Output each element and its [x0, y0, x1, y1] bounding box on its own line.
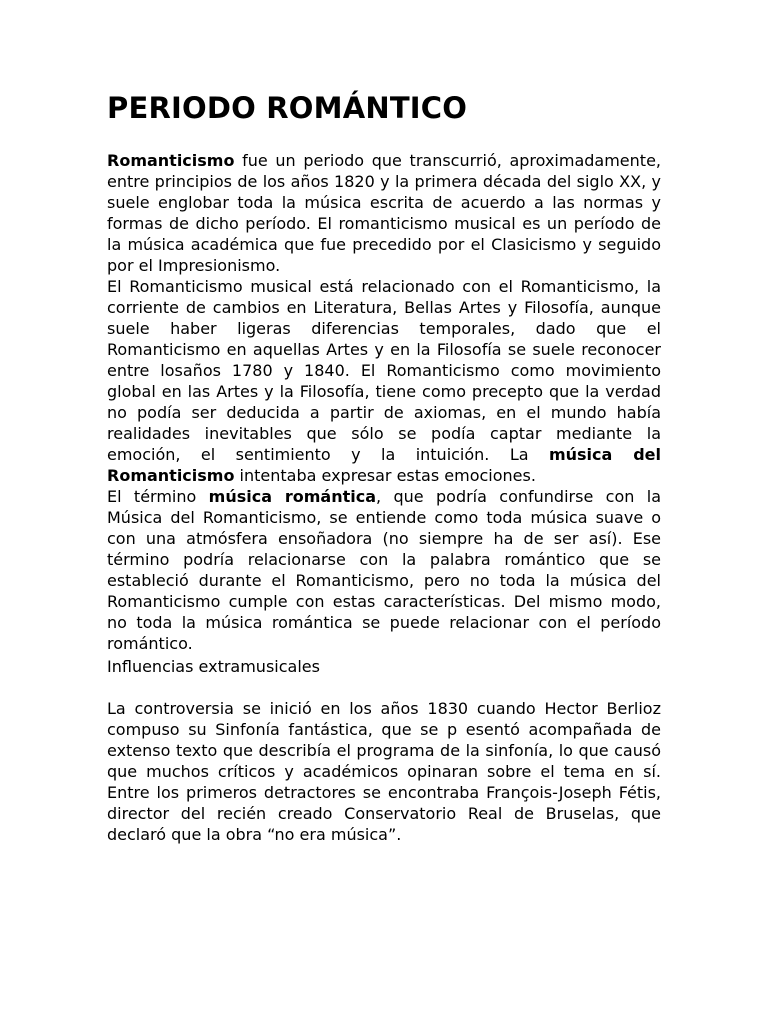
section-subheading: Influencias extramusicales	[107, 657, 320, 676]
term-musica-romantica: música romántica	[208, 487, 377, 506]
paragraph-relation-text-b: intentaba expresar estas emociones.	[234, 466, 536, 485]
term-musica-del-romanticismo: música del Romanticismo	[107, 445, 661, 485]
paragraph-intro-text: fue un periodo que transcurrió, aproximadamente, entre principios de los años 1820 y la primera década del siglo XX, y suele englobar toda la música escrita de acuerdo a las normas y formas de dicho período. El romanticismo musical es un período de la música académica que fue precedido por el Clasicismo y seguido por el Impresionismo.	[107, 151, 661, 275]
paragraph-term	[107, 486, 661, 654]
document-page	[107, 88, 661, 845]
paragraph-relation-text-a: El Romanticismo musical está relacionado con el Romanticismo, la corriente de cambios en Literatura, Bellas Artes y Filosofía, aunque suele haber ligeras diferencias temporales, dado que el Romanticismo en aquellas Artes y en la Filosofía se suele reconocer entre losaños 1780 y 1840. El Romanticismo como movimiento global en las Artes y la Filosofía, tiene como precepto que la verdad no podía ser deducida a partir de axiomas, en el mundo había realidades inevitables que sólo se podía captar mediante la emoción, el sentimiento y la intuición. La	[107, 277, 661, 464]
blank-line	[107, 677, 661, 698]
paragraph-intro	[107, 150, 661, 276]
document-body	[107, 150, 661, 845]
paragraph-term-text-b: , que podría confundirse con la Música del Romanticismo, se entiende como toda música suave o con una atmósfera ensoñadora (no siempre ha de ser así). Ese término podría relacionarse con la palabra romántico que se estableció durante el Romanticismo, pero no toda la música del Romanticismo cumple con estas características. Del mismo modo, no toda la música romántica se puede relacionar con el período romántico.	[107, 487, 661, 653]
paragraph-term-text-a: El término	[107, 487, 209, 506]
term-romanticismo: Romanticismo	[107, 151, 235, 170]
page-title: PERIODO ROMÁNTICO	[107, 91, 468, 125]
paragraph-relation	[107, 276, 661, 486]
paragraph-controversy: La controversia se inició en los años 1830 cuando Hector Berlioz compuso su Sinfonía fantástica, que se p esentó acompañada de extenso texto que describía el programa de la sinfonía, lo que causó que muchos críticos y académicos opinaran sobre el tema en sí. Entre los primeros detractores se encontraba François-Joseph Fétis, director del recién creado Conservatorio Real de Bruselas, que declaró que la obra “no era música”.	[107, 699, 661, 844]
